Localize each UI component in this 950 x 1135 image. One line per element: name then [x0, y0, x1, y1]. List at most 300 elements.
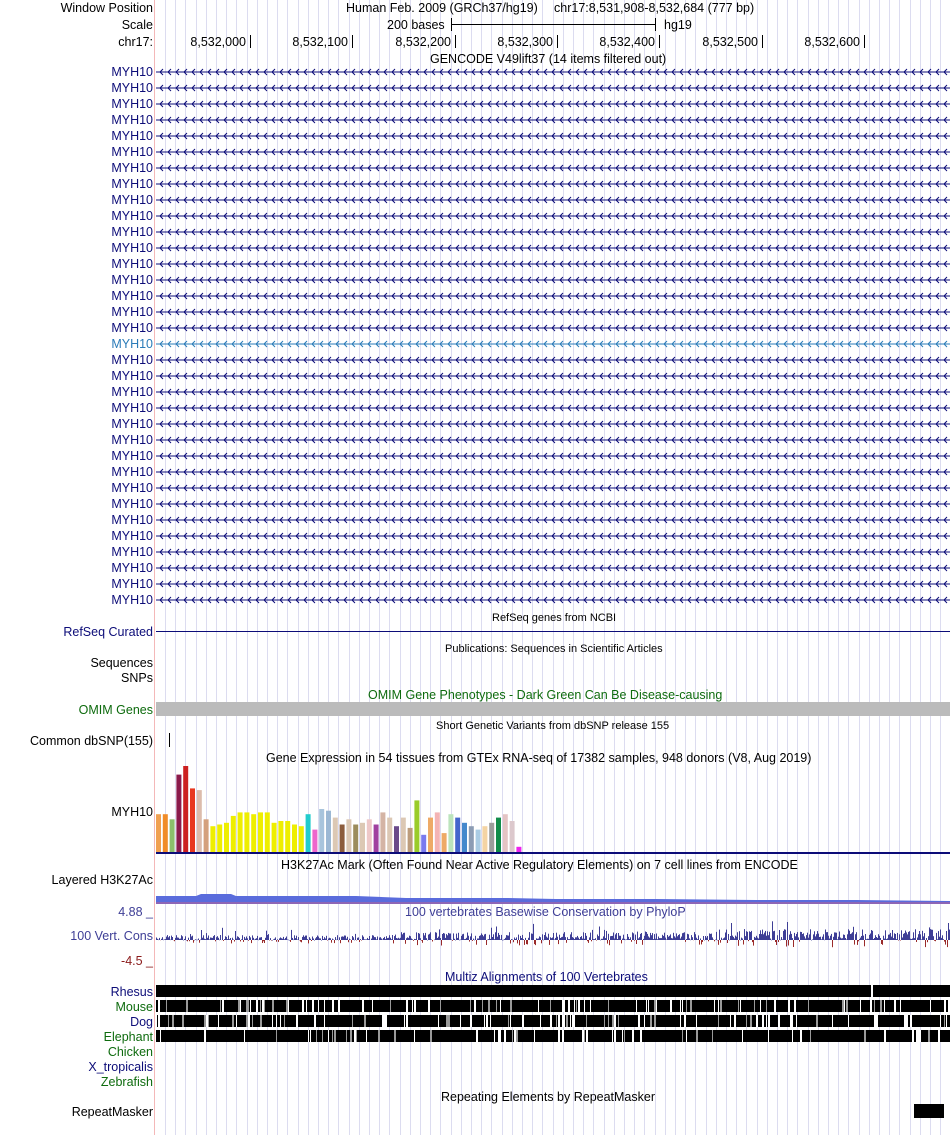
conservation-score-bar: [501, 935, 502, 940]
gencode-gene-label[interactable]: MYH10: [111, 289, 153, 303]
gtex-tissue-bar[interactable]: [251, 814, 256, 852]
gtex-tissue-bar[interactable]: [455, 818, 460, 852]
gencode-transcript-line[interactable]: [156, 81, 950, 95]
conservation-score-bar: [937, 939, 938, 940]
conservation-score-bar: [475, 936, 476, 940]
gtex-tissue-bar[interactable]: [272, 823, 277, 852]
conservation-score-bar: [914, 938, 915, 940]
gencode-gene-label[interactable]: MYH10: [111, 561, 153, 575]
multiz-alignment-gap: [558, 1015, 560, 1027]
gtex-tissue-bar[interactable]: [367, 819, 372, 852]
conservation-score-bar: [455, 940, 456, 941]
gencode-gene-label[interactable]: MYH10: [111, 257, 153, 271]
conservation-score-bar: [613, 933, 614, 941]
conservation-score-bar: [671, 938, 672, 940]
gtex-tissue-bar[interactable]: [394, 826, 399, 852]
gtex-tissue-bar[interactable]: [360, 823, 365, 852]
multiz-alignment-gap: [296, 1015, 298, 1027]
conservation-score-bar: [879, 936, 880, 940]
conservation-score-bar: [837, 939, 838, 940]
gtex-tissue-bar[interactable]: [183, 766, 188, 852]
multiz-alignment-gap: [220, 1000, 221, 1012]
conservation-score-bar: [628, 937, 629, 940]
gencode-transcript-line[interactable]: [156, 145, 950, 159]
conservation-score-bar: [289, 940, 290, 941]
gtex-tissue-bar[interactable]: [442, 833, 447, 852]
multiz-alignment-gap: [510, 1015, 511, 1027]
conservation-score-bar: [777, 935, 778, 940]
conservation-score-bar: [523, 939, 524, 940]
conservation-score-bar: [271, 940, 272, 941]
gtex-tissue-bar[interactable]: [421, 835, 426, 852]
conservation-score-bar: [217, 936, 218, 940]
conservation-score-bar: [868, 939, 869, 940]
omim-track-label[interactable]: OMIM Genes: [78, 703, 153, 717]
conservation-score-bar: [812, 939, 813, 940]
conservation-score-bar: [600, 940, 601, 941]
conservation-score-bar: [933, 936, 934, 940]
conservation-score-bar: [804, 936, 805, 940]
gtex-tissue-bar[interactable]: [197, 790, 202, 852]
gencode-gene-label[interactable]: MYH10: [111, 513, 153, 527]
gtex-tissue-bar[interactable]: [476, 830, 481, 852]
gencode-transcript-line[interactable]: [156, 161, 950, 175]
gencode-gene-label[interactable]: MYH10: [111, 129, 153, 143]
gencode-transcript-line[interactable]: [156, 529, 950, 543]
conservation-score-bar: [701, 940, 702, 944]
gtex-tissue-bar[interactable]: [319, 809, 324, 852]
gencode-gene-label[interactable]: MYH10: [111, 433, 153, 447]
conservation-score-bar: [582, 939, 583, 940]
conservation-score-bar: [618, 933, 619, 940]
conservation-score-bar: [488, 939, 489, 940]
omim-gene-bar[interactable]: [156, 702, 950, 716]
gencode-gene-label[interactable]: MYH10: [111, 113, 153, 127]
conservation-score-bar: [759, 934, 760, 940]
conservation-score-bar: [800, 932, 801, 940]
multiz-alignment-gap: [690, 1000, 692, 1012]
multiz-alignment-row[interactable]: [156, 1015, 950, 1027]
gtex-tissue-bar[interactable]: [190, 788, 195, 852]
gencode-transcript-line[interactable]: [156, 577, 950, 591]
multiz-alignment-gap: [566, 1015, 568, 1027]
scale-bar-right-cap: [655, 18, 656, 31]
gtex-tissue-bar[interactable]: [462, 823, 467, 852]
conservation-track-label[interactable]: 100 Vert. Cons: [70, 929, 153, 943]
gtex-tissue-bar[interactable]: [156, 814, 161, 852]
gencode-transcript-line[interactable]: [156, 545, 950, 559]
gencode-gene-label[interactable]: MYH10: [111, 577, 153, 591]
multiz-alignment-blocks[interactable]: [156, 984, 950, 1044]
conservation-score-bar: [655, 939, 656, 940]
gencode-gene-label[interactable]: MYH10: [111, 321, 153, 335]
conservation-score-bar: [418, 933, 419, 940]
gencode-gene-label[interactable]: MYH10: [111, 65, 153, 79]
conservation-score-bar: [540, 937, 541, 940]
conservation-score-bar: [202, 938, 203, 940]
gencode-gene-label[interactable]: MYH10: [111, 81, 153, 95]
conservation-score-bar: [233, 940, 234, 941]
conservation-score-bar: [177, 938, 178, 941]
gencode-transcript-line[interactable]: [156, 385, 950, 399]
gtex-tissue-bar[interactable]: [469, 826, 474, 852]
multiz-alignment-gap: [562, 1030, 564, 1042]
conservation-score-bar: [178, 938, 179, 940]
gencode-transcript-line[interactable]: [156, 481, 950, 495]
multiz-alignment-gap: [670, 1000, 672, 1012]
gencode-transcript-line[interactable]: [156, 177, 950, 191]
conservation-score-bar: [355, 934, 356, 940]
multiz-alignment-gap: [514, 1030, 516, 1042]
gencode-gene-label[interactable]: MYH10: [111, 209, 153, 223]
gencode-gene-label[interactable]: MYH10: [111, 225, 153, 239]
conservation-score-bar: [397, 939, 398, 941]
conservation-score-bar: [210, 938, 211, 941]
conservation-score-bar: [580, 937, 581, 940]
conservation-score-bar: [238, 937, 239, 940]
gencode-transcript-line[interactable]: [156, 65, 950, 79]
gtex-tissue-bar[interactable]: [387, 818, 392, 852]
gtex-tissue-bar[interactable]: [448, 814, 453, 852]
gencode-transcript-line[interactable]: [156, 225, 950, 239]
multiz-alignment-gap: [260, 1000, 261, 1012]
multiz-alignment-gap: [842, 1000, 844, 1012]
multiz-alignment-gap: [156, 1015, 157, 1027]
conservation-score-bar: [259, 938, 260, 940]
multiz-species-label[interactable]: Elephant: [103, 1030, 153, 1044]
gtex-tissue-bar[interactable]: [482, 826, 487, 852]
gtex-tissue-bar[interactable]: [265, 812, 270, 852]
gtex-tissue-bar[interactable]: [496, 818, 501, 852]
conservation-signal[interactable]: [156, 912, 950, 968]
gencode-transcript-line[interactable]: [156, 433, 950, 447]
conservation-score-bar: [609, 940, 610, 945]
conservation-score-bar: [866, 939, 867, 940]
conservation-score-bar: [743, 940, 744, 945]
gencode-transcript-line[interactable]: [156, 289, 950, 303]
conservation-score-bar: [341, 937, 342, 940]
position-readout[interactable]: chr17:8,531,908-8,532,684 (777 bp): [554, 1, 755, 15]
conservation-score-bar: [926, 938, 927, 940]
gencode-transcript-line[interactable]: [156, 273, 950, 287]
gencode-gene-label[interactable]: MYH10: [111, 97, 153, 111]
gencode-transcript-line[interactable]: [156, 241, 950, 255]
conservation-score-bar: [534, 940, 535, 944]
gencode-gene-label[interactable]: MYH10: [111, 145, 153, 159]
multiz-alignment-row[interactable]: [156, 1000, 950, 1012]
gencode-gene-label[interactable]: MYH10: [111, 417, 153, 431]
gtex-tissue-bar[interactable]: [435, 812, 440, 852]
refseq-track-label[interactable]: RefSeq Curated: [63, 625, 153, 639]
gencode-gene-label[interactable]: MYH10: [111, 449, 153, 463]
conservation-score-bar: [683, 933, 684, 940]
ruler-tick: [352, 35, 353, 48]
gtex-track-label[interactable]: MYH10: [111, 805, 153, 819]
conservation-score-bar: [646, 932, 647, 940]
gtex-tissue-bar[interactable]: [224, 823, 229, 852]
gencode-transcript-line[interactable]: [156, 305, 950, 319]
multiz-alignment-gap: [204, 1015, 206, 1027]
conservation-score-bar: [764, 933, 765, 940]
conservation-score-bar: [490, 939, 491, 940]
multiz-alignment-gap: [354, 1030, 356, 1042]
gtex-tissue-bar[interactable]: [503, 814, 508, 852]
repeatmasker-element[interactable]: [914, 1104, 944, 1118]
gencode-transcript-line[interactable]: [156, 97, 950, 111]
multiz-alignment-gap: [470, 1000, 471, 1012]
multiz-alignment-row[interactable]: [156, 985, 950, 997]
gencode-gene-label[interactable]: MYH10: [111, 497, 153, 511]
gencode-gene-label[interactable]: MYH10: [111, 385, 153, 399]
conservation-score-bar: [270, 938, 271, 940]
multiz-alignment-gap: [158, 1000, 160, 1012]
conservation-score-bar: [203, 935, 204, 940]
conservation-score-bar: [392, 935, 393, 940]
conservation-score-bar: [157, 939, 158, 940]
conservation-score-bar: [908, 932, 909, 940]
multiz-alignment-gap: [186, 1000, 188, 1012]
multiz-alignment-gap: [644, 1015, 645, 1027]
multiz-alignment-gap: [484, 1015, 485, 1027]
gencode-gene-label[interactable]: MYH10: [111, 465, 153, 479]
multiz-alignment-gap: [584, 1000, 585, 1012]
gencode-transcript-line[interactable]: [156, 465, 950, 479]
gencode-transcript-line[interactable]: [156, 337, 950, 351]
conservation-score-bar: [936, 933, 937, 940]
gtex-tissue-bar[interactable]: [238, 812, 243, 852]
dbsnp-track-label[interactable]: Common dbSNP(155): [30, 734, 153, 748]
gencode-gene-label[interactable]: MYH10: [111, 241, 153, 255]
gtex-tissue-bar[interactable]: [231, 816, 236, 852]
conservation-score-bar: [209, 939, 210, 940]
conservation-score-bar: [904, 933, 905, 940]
conservation-score-bar: [834, 932, 835, 940]
conservation-score-bar: [852, 932, 853, 940]
conservation-score-bar: [807, 933, 808, 940]
gtex-tissue-bar[interactable]: [346, 819, 351, 852]
gtex-bar-graph[interactable]: [156, 765, 950, 855]
gtex-tissue-bar[interactable]: [333, 818, 338, 852]
multiz-alignment-gap: [944, 1000, 946, 1012]
multiz-species-label[interactable]: Dog: [130, 1015, 153, 1029]
repeatmasker-track-label[interactable]: RepeatMasker: [71, 1105, 153, 1119]
multiz-alignment-gap: [440, 1000, 441, 1012]
publications-snps-label[interactable]: SNPs: [121, 671, 153, 685]
multiz-alignment-gap: [312, 1000, 314, 1012]
conservation-score-bar: [549, 940, 550, 945]
conservation-score-bar: [754, 937, 755, 940]
multiz-alignment-gap: [684, 1015, 686, 1027]
gencode-gene-label[interactable]: MYH10: [111, 193, 153, 207]
conservation-score-bar: [645, 932, 646, 941]
conservation-score-bar: [273, 939, 274, 940]
conservation-score-bar: [570, 934, 571, 940]
conservation-score-bar: [714, 940, 715, 941]
conservation-score-bar: [699, 940, 700, 945]
conservation-score-bar: [491, 928, 492, 940]
conservation-score-bar: [219, 940, 220, 941]
gtex-tissue-bar[interactable]: [340, 825, 345, 853]
gtex-tissue-bar[interactable]: [428, 818, 433, 852]
conservation-score-bar: [718, 940, 719, 945]
h3k27ac-signal[interactable]: [156, 888, 950, 904]
dbsnp-variant-mark[interactable]: [169, 733, 170, 747]
multiz-species-label[interactable]: Chicken: [107, 1045, 153, 1059]
conservation-score-bar: [612, 936, 613, 940]
multiz-alignment-gap: [604, 1015, 605, 1027]
multiz-species-label[interactable]: Zebrafish: [100, 1075, 153, 1089]
conservation-score-bar: [736, 937, 737, 940]
gencode-gene-label[interactable]: MYH10: [111, 545, 153, 559]
conservation-score-bar: [947, 940, 948, 947]
gencode-gene-label[interactable]: MYH10: [111, 369, 153, 383]
multiz-alignment-gap: [746, 1015, 747, 1027]
conservation-score-bar: [677, 936, 678, 940]
gencode-gene-label[interactable]: MYH10: [111, 305, 153, 319]
gtex-tissue-bar[interactable]: [217, 825, 222, 853]
gencode-gene-label[interactable]: MYH10: [111, 161, 153, 175]
conservation-score-bar: [796, 934, 797, 940]
multiz-alignment-row[interactable]: [156, 1030, 950, 1042]
conservation-score-bar: [689, 938, 690, 940]
gencode-gene-label[interactable]: MYH10: [111, 353, 153, 367]
gencode-transcript-line[interactable]: [156, 417, 950, 431]
gtex-tissue-bar[interactable]: [258, 812, 263, 852]
conservation-score-bar: [938, 931, 939, 940]
conservation-score-bar: [369, 936, 370, 940]
gtex-tissue-bar[interactable]: [380, 812, 385, 852]
conservation-score-bar: [468, 936, 469, 940]
gtex-tissue-bar[interactable]: [210, 826, 215, 852]
multiz-species-label[interactable]: Rhesus: [110, 985, 153, 999]
gtex-tissue-bar[interactable]: [414, 800, 419, 852]
gencode-transcript-line[interactable]: [156, 369, 950, 383]
conservation-score-bar: [396, 938, 397, 940]
gtex-tissue-bar[interactable]: [176, 775, 181, 852]
multiz-alignment-gap: [286, 1000, 288, 1012]
conservation-score-bar: [698, 935, 699, 940]
conservation-score-bar: [563, 934, 564, 940]
gtex-tissue-bar[interactable]: [170, 819, 175, 852]
gencode-transcript-line[interactable]: [156, 401, 950, 415]
gtex-tissue-bar[interactable]: [292, 825, 297, 853]
multiz-alignment-gap: [534, 1030, 535, 1042]
conservation-score-bar: [700, 939, 701, 941]
ruler-tick-label: 8,532,400: [599, 35, 655, 49]
conservation-score-bar: [444, 934, 445, 941]
gtex-tissue-bar[interactable]: [353, 825, 358, 853]
gtex-tissue-bar[interactable]: [204, 819, 209, 852]
gencode-transcript-line[interactable]: [156, 257, 950, 271]
conservation-score-bar: [399, 939, 400, 940]
conservation-score-bar: [836, 933, 837, 940]
conservation-score-bar: [768, 935, 769, 940]
refseq-gene-line[interactable]: [156, 631, 950, 632]
gencode-transcript-line[interactable]: [156, 321, 950, 335]
conservation-score-bar: [189, 940, 190, 941]
gtex-tissue-bar[interactable]: [408, 828, 413, 852]
gencode-gene-label[interactable]: MYH10: [111, 593, 153, 607]
conservation-score-bar: [215, 940, 216, 941]
conservation-score-bar: [566, 940, 567, 943]
conservation-score-bar: [358, 937, 359, 940]
conservation-score-bar: [793, 940, 794, 947]
repeatmasker-track-title: Repeating Elements by RepeatMasker: [441, 1090, 656, 1104]
conservation-score-bar: [410, 936, 411, 940]
gtex-tissue-bar[interactable]: [401, 818, 406, 852]
conservation-score-bar: [583, 932, 584, 940]
publications-sequences-label[interactable]: Sequences: [90, 656, 153, 670]
gencode-gene-label[interactable]: MYH10: [111, 401, 153, 415]
gtex-tissue-bar[interactable]: [163, 814, 168, 852]
conservation-score-bar: [482, 935, 483, 940]
conservation-score-bar: [179, 939, 180, 940]
multiz-alignment-gap: [438, 1015, 439, 1027]
multiz-species-label[interactable]: X_tropicalis: [88, 1060, 153, 1074]
gtex-tissue-bar[interactable]: [312, 830, 317, 852]
gencode-transcript-line[interactable]: [156, 561, 950, 575]
gencode-transcript-line[interactable]: [156, 497, 950, 511]
gencode-transcript-line[interactable]: [156, 209, 950, 223]
gtex-tissue-bar[interactable]: [489, 823, 494, 852]
conservation-score-bar: [783, 931, 784, 940]
conservation-score-bar: [670, 934, 671, 940]
gtex-tissue-bar[interactable]: [510, 821, 515, 852]
gencode-transcript-line[interactable]: [156, 129, 950, 143]
conservation-score-bar: [900, 940, 901, 941]
multiz-alignment-gap: [446, 1015, 448, 1027]
gencode-transcript-line[interactable]: [156, 193, 950, 207]
gtex-tissue-bar[interactable]: [326, 811, 331, 852]
gencode-gene-label[interactable]: MYH10: [111, 337, 153, 351]
conservation-score-bar: [627, 934, 628, 940]
conservation-score-bar: [499, 935, 500, 940]
gencode-gene-label[interactable]: MYH10: [111, 481, 153, 495]
conservation-score-bar: [778, 940, 779, 942]
gencode-transcript-line[interactable]: [156, 449, 950, 463]
gencode-transcript-line[interactable]: [156, 513, 950, 527]
conservation-score-bar: [305, 936, 306, 940]
gtex-tissue-bar[interactable]: [374, 825, 379, 853]
gtex-tissue-bar[interactable]: [299, 826, 304, 852]
conservation-score-bar: [408, 938, 409, 940]
multiz-alignment-gap: [218, 1015, 219, 1027]
gencode-transcript-line[interactable]: [156, 593, 950, 607]
h3k27ac-track-label[interactable]: Layered H3K27Ac: [51, 873, 153, 887]
gtex-tissue-bar[interactable]: [516, 847, 521, 852]
multiz-alignment-gap: [874, 1015, 876, 1027]
conservation-score-bar: [182, 936, 183, 940]
gtex-tissue-bar[interactable]: [285, 821, 290, 852]
conservation-score-bar: [440, 938, 441, 940]
gencode-gene-label[interactable]: MYH10: [111, 177, 153, 191]
conservation-score-bar: [547, 938, 548, 940]
conservation-score-bar: [727, 940, 728, 943]
multiz-alignment-gap: [494, 1030, 495, 1042]
multiz-alignment-gap: [640, 1030, 642, 1042]
multiz-alignment-gap: [622, 1030, 623, 1042]
conservation-score-bar: [688, 934, 689, 940]
gencode-transcript-line[interactable]: [156, 113, 950, 127]
gtex-tissue-bar[interactable]: [306, 814, 311, 852]
gencode-gene-label[interactable]: MYH10: [111, 529, 153, 543]
gencode-gene-label[interactable]: MYH10: [111, 273, 153, 287]
gencode-transcript-line[interactable]: [156, 353, 950, 367]
multiz-species-label[interactable]: Mouse: [115, 1000, 153, 1014]
multiz-alignment-gap: [322, 1030, 323, 1042]
gtex-tissue-bar[interactable]: [278, 821, 283, 852]
gtex-tissue-bar[interactable]: [244, 812, 249, 852]
